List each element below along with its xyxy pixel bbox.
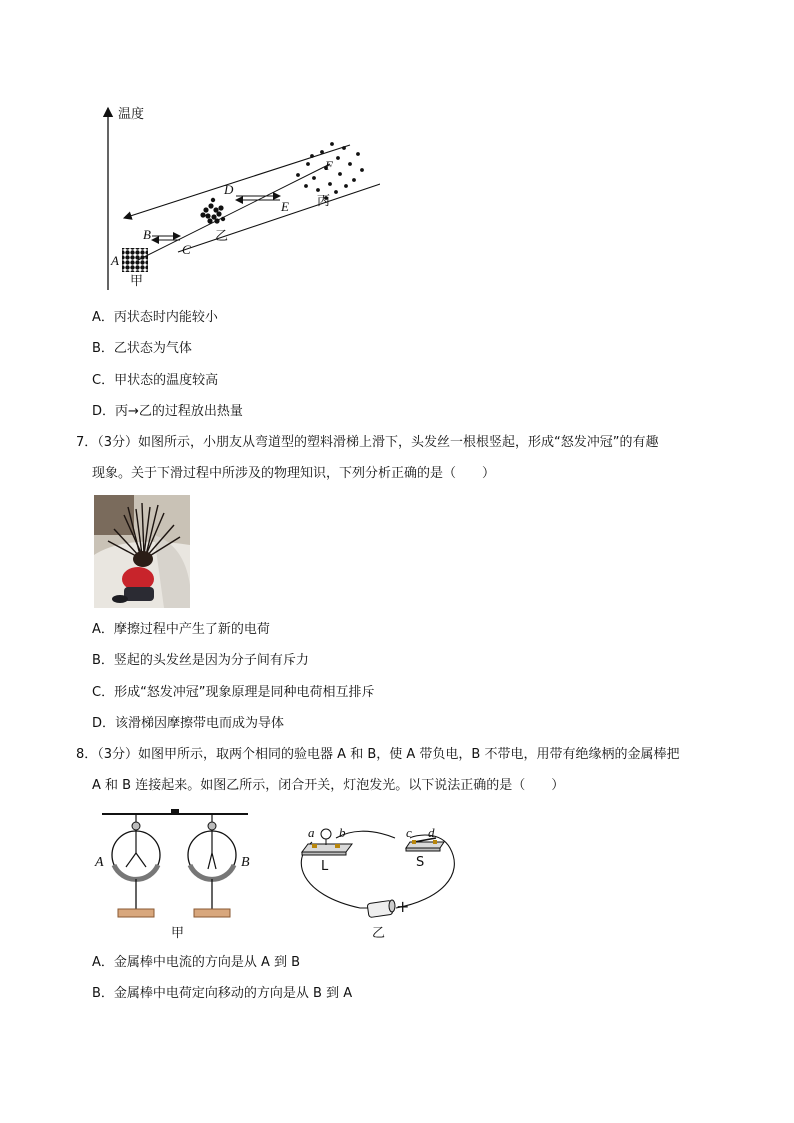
- state-label-jia: 甲: [130, 274, 144, 289]
- q8-option-a: A．金属棒中电流的方向是从 A 到 B: [92, 955, 301, 970]
- q8-stem-line1: 8．（3分）如图甲所示，取两个相同的验电器 A 和 B，使 A 带负电，B 不带电，用带有绝缘柄的金属棒把: [76, 747, 680, 762]
- battery-plus-sign: +: [396, 897, 410, 916]
- temperature-axis-label: 温度: [118, 107, 145, 122]
- phase-change-figure: [100, 100, 380, 300]
- q7-option-b: B．竖起的头发丝是因为分子间有斥力: [92, 653, 309, 668]
- point-label-b: B: [143, 227, 151, 242]
- circuit-label-lamp: L: [321, 859, 329, 874]
- circuit-label-switch: S: [416, 855, 425, 870]
- phase-line: [138, 164, 330, 260]
- electroscope-figure: [100, 805, 250, 923]
- q7-option-c: C．形成“怒发冲冠”现象原理是同种电荷相互排斥: [92, 685, 375, 700]
- electroscope-a: [112, 814, 160, 917]
- circuit-label-d: d: [428, 825, 435, 840]
- point-label-a: A: [111, 253, 119, 268]
- q6-option-d: D．丙→乙的过程放出热量: [92, 404, 243, 419]
- point-label-f: F: [325, 158, 333, 173]
- circuit-label-c: c: [406, 825, 412, 840]
- electroscope-b: [188, 814, 236, 917]
- figure-caption-jia: 甲: [171, 926, 185, 941]
- q8-stem-line2: A 和 B 连接起来。如图乙所示，闭合开关，灯泡发光。以下说法正确的是（ ）: [92, 778, 565, 793]
- electroscope-label-a: A: [95, 855, 104, 870]
- q7-option-d: D．该滑梯因摩擦带电而成为导体: [92, 716, 285, 731]
- solid-state-particles: [122, 248, 148, 272]
- electroscope-label-b: B: [241, 855, 250, 870]
- q7-stem-line1: 7．（3分）如图所示，小朋友从弯道型的塑料滑梯上滑下，头发丝一根根竖起，形成“怒发冲冠”的有趣: [76, 435, 659, 450]
- figure-caption-yi: 乙: [372, 926, 386, 941]
- battery: [367, 900, 395, 918]
- q7-option-a: A．摩擦过程中产生了新的电荷: [92, 622, 270, 637]
- state-label-yi: 乙: [215, 229, 229, 244]
- q7-stem-line2: 现象。关于下滑过程中所涉及的物理知识，下列分析正确的是（ ）: [92, 466, 496, 481]
- slide-photo: [94, 495, 190, 608]
- insulating-handle: [171, 809, 179, 814]
- point-label-e: E: [281, 199, 289, 214]
- circuit-label-a: a: [308, 825, 315, 840]
- q8-option-b: B．金属棒中电荷定向移动的方向是从 B 到 A: [92, 986, 353, 1001]
- q6-option-c: C．甲状态的温度较高: [92, 373, 219, 388]
- liquid-state-particles: [200, 198, 225, 224]
- point-label-d: D: [224, 182, 234, 197]
- q6-option-a: A．丙状态时内能较小: [92, 310, 218, 325]
- point-label-c: C: [182, 242, 191, 257]
- circuit-figure: [290, 820, 470, 920]
- circuit-label-b: b: [339, 825, 346, 840]
- q6-option-b: B．乙状态为气体: [92, 341, 192, 356]
- state-label-bing: 丙: [317, 194, 331, 209]
